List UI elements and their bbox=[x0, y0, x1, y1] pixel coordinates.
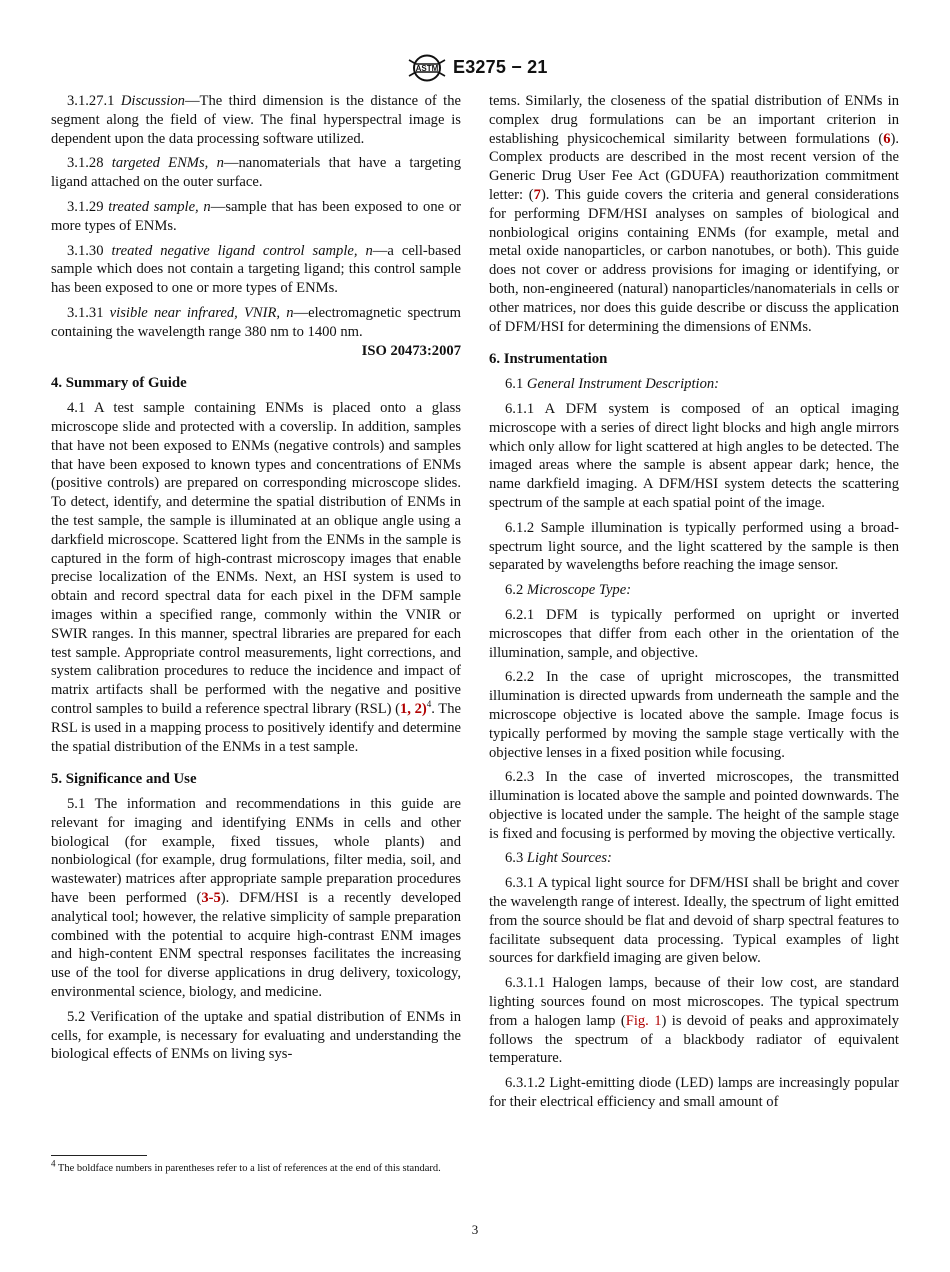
right-column bbox=[489, 92, 899, 1118]
citation-link[interactable]: 1 bbox=[399, 700, 408, 717]
footnote-marker: 4 bbox=[426, 699, 432, 710]
paragraph-3-1-28: 3.1.28 targeted ENMs, n—nanomaterials that have a targeting ligand attached on the outer surface. bbox=[51, 155, 462, 191]
paragraph-3-1-27-1: 3.1.27.1 Discussion—The third dimension is the distance of the segment along the field of view. The final hyperspectral image is dependent upon the data processing software utilized. bbox=[51, 93, 461, 147]
citation-link[interactable]: 2 bbox=[414, 700, 422, 717]
section-heading-5: 5. Significance and Use bbox=[51, 771, 197, 788]
standard-reference: ISO 20473:2007 bbox=[361, 342, 461, 359]
figure-link[interactable]: Fig. 1 bbox=[625, 1012, 662, 1029]
paragraph-6-1: 6.1 General Instrument Description: bbox=[505, 376, 720, 393]
paragraph-6-2-1: 6.2.1 DFM is typically performed on upright or inverted microscopes that differ from each other in the orientation of the illumination, sample, and objective. bbox=[489, 606, 899, 661]
section-heading-4: 4. Summary of Guide bbox=[51, 375, 187, 392]
left-column bbox=[51, 92, 461, 1070]
paragraph-6-1-2: 6.1.2 Sample illumination is typically performed using a broad-spectrum light source, and the light scattered by the sample is then separated by wavelengths before reaching the image sensor. bbox=[489, 519, 899, 574]
page-number: 3 bbox=[471, 1222, 479, 1237]
paragraph-6-2: 6.2 Microscope Type: bbox=[505, 582, 632, 599]
citation-link[interactable]: 7 bbox=[533, 186, 541, 203]
astm-logo-icon bbox=[407, 54, 447, 82]
paragraph-5-2: 5.2 Verification of the uptake and spatial distribution of ENMs in cells, for example, is necessary for evaluating and understanding the biological effects of ENMs on living sys- bbox=[51, 1008, 461, 1063]
paragraph-3-1-31: 3.1.31 visible near infrared, VNIR, n—electromagnetic spectrum containing the wavelength range 380 nm to 1400 nm. bbox=[51, 304, 461, 340]
paragraph-5-1: 5.1 The information and recommendations in this guide are relevant for imaging and identifying ENMs in cells and other biological (for example, fixed tissues, whole plants) and nonbiological (for example, drug formulations, filter media, soil, and wastewater) matrices after appropriate sample preparation procedures have been performed (3-5). DFM/HSI is a recently developed analytical tool; however, the relative simplicity of sample preparation combined with the potential to acquire high-contrast ENM images and high-content ENM spectral responses facilitates the increasing use of the tool for diverse applications in drug delivery, toxicology, environmental science, biology, and medicine. bbox=[51, 796, 461, 1001]
paragraph-3-1-29: 3.1.29 treated sample, n—sample that has been exposed to one or more types of ENMs. bbox=[51, 198, 461, 234]
svg-text:ASTM: ASTM bbox=[415, 64, 439, 73]
section-heading-6: 6. Instrumentation bbox=[489, 351, 608, 368]
paragraph-6-3-1-2: 6.3.1.2 Light-emitting diode (LED) lamps are increasingly popular for their electrical efficiency and small amount of bbox=[489, 1075, 899, 1111]
page-header bbox=[0, 54, 950, 84]
paragraph-6-2-2: 6.2.2 In the case of upright microscopes, the transmitted illumination is directed upwards from underneath the sample and the microscope objective is located above the sample. Image focus is typically performed by moving the sample stage vertically with the objective lenses in a fixed position while focusing. bbox=[489, 669, 899, 761]
paragraph-4-1: 4.1 A test sample containing ENMs is placed onto a glass microscope slide and protected with a coverslip. In addition, samples that have not been exposed to ENMs (negative controls) and samples that have been exposed to known types and concentrations of ENMs (positive controls) are prepared on corresponding microscope slides. To detect, identify, and determine the spatial distribution of ENMs in the test sample, the sample is illuminated at an oblique angle using a darkfield microscope. Scattered light from the ENMs in the sample is captured in the form of high-contrast microscopy images that enable precise localization of the ENMs. Next, an HSI system is used to obtain and record spectral data for each pixel in the DFM sample images within a specified range, commonly within the VNIR or SWIR ranges. In this manner, spectral libraries are prepared for each test sample. Appropriate control measurements, light corrections, and system calibration procedures to reduce the incidence and impact of matrix artifacts shall be performed with the negative and positive control samples to build a reference spectral library (RSL) (1, 2)$^4$. The RSL is used in a mapping process to positively identify and determine the spatial distribution of the ENMs in a test sample. bbox=[51, 400, 461, 755]
paragraph-6-3: 6.3 Light Sources: bbox=[505, 850, 612, 867]
document-id: E3275 − 21 bbox=[453, 57, 548, 77]
paragraph-6-3-1-1: 6.3.1.1 Halogen lamps, because of their low cost, are standard lighting sources found on most microscopes. The typical spectrum from a halogen lamp (Fig. 1) is devoid of peaks and approximately follows the spectrum of a blackbody radiator of equivalent temperature. bbox=[489, 975, 900, 1067]
paragraph-6-2-3: 6.2.3 In the case of inverted microscopes, the transmitted illumination is located above the sample and pointed downwards. The objective is located under the sample. The height of the sample stage is fixed and focusing is performed by moving the objective vertically. bbox=[489, 769, 899, 842]
paragraph-6-3-1: 6.3.1 A typical light source for DFM/HSI shall be bright and cover the wavelength range of interest. Ideally, the spectrum of light emitted from the source should be flat and devoid of sharp spectral features to facilitate subsequent data processing. Typical examples of light sources for darkfield imaging are given below. bbox=[489, 875, 899, 967]
footnote-divider bbox=[51, 1155, 147, 1156]
paragraph-3-1-30: 3.1.30 treated negative ligand control sample, n—a cell-based sample which does not contain a targeting ligand; this control sample has been exposed to one or more types of ENMs. bbox=[51, 242, 461, 297]
paragraph-5-2-continued: tems. Similarly, the closeness of the spatial distribution of ENMs in complex drug formulations can be an important criterion in establishing physicochemical similarity between formulations (6). Complex products are described in the most recent version of the Generic Drug User Fee Act (GDUFA) reauthorization commitment letter: (7). This guide covers the criteria and general considerations for performing DFM/HSI analyses on samples of biological and nonbiological origins containing ENMs (for example, metal and metal oxide nanoparticles, or carbon nanotubes, or both). This guide does not cover or address provisions for imaging or identifying, or both, non-engineered (natural) nanoparticles/nanomaterials in cells or other matrices, nor does this guide describe or discuss the application of DFM/HSI for determining the dimensions of ENMs. bbox=[489, 93, 900, 335]
citation-link[interactable]: 6 bbox=[883, 130, 891, 147]
citation-link[interactable]: 3-5 bbox=[201, 890, 221, 907]
paragraph-6-1-1: 6.1.1 A DFM system is composed of an optical imaging microscope with a series of direct light blocks and high angle mirrors which only allow for light scattered at high angles to be detected. The imaged areas where the sample is absent appear dark; hence, the name darkfield imaging. A DFM/HSI system detects the scattering spectrum of the sample at each spatial point of the image. bbox=[489, 400, 899, 511]
footnote: $^4$ The boldface numbers in parentheses refer to a list of references at the end of this standard. bbox=[51, 1158, 441, 1174]
